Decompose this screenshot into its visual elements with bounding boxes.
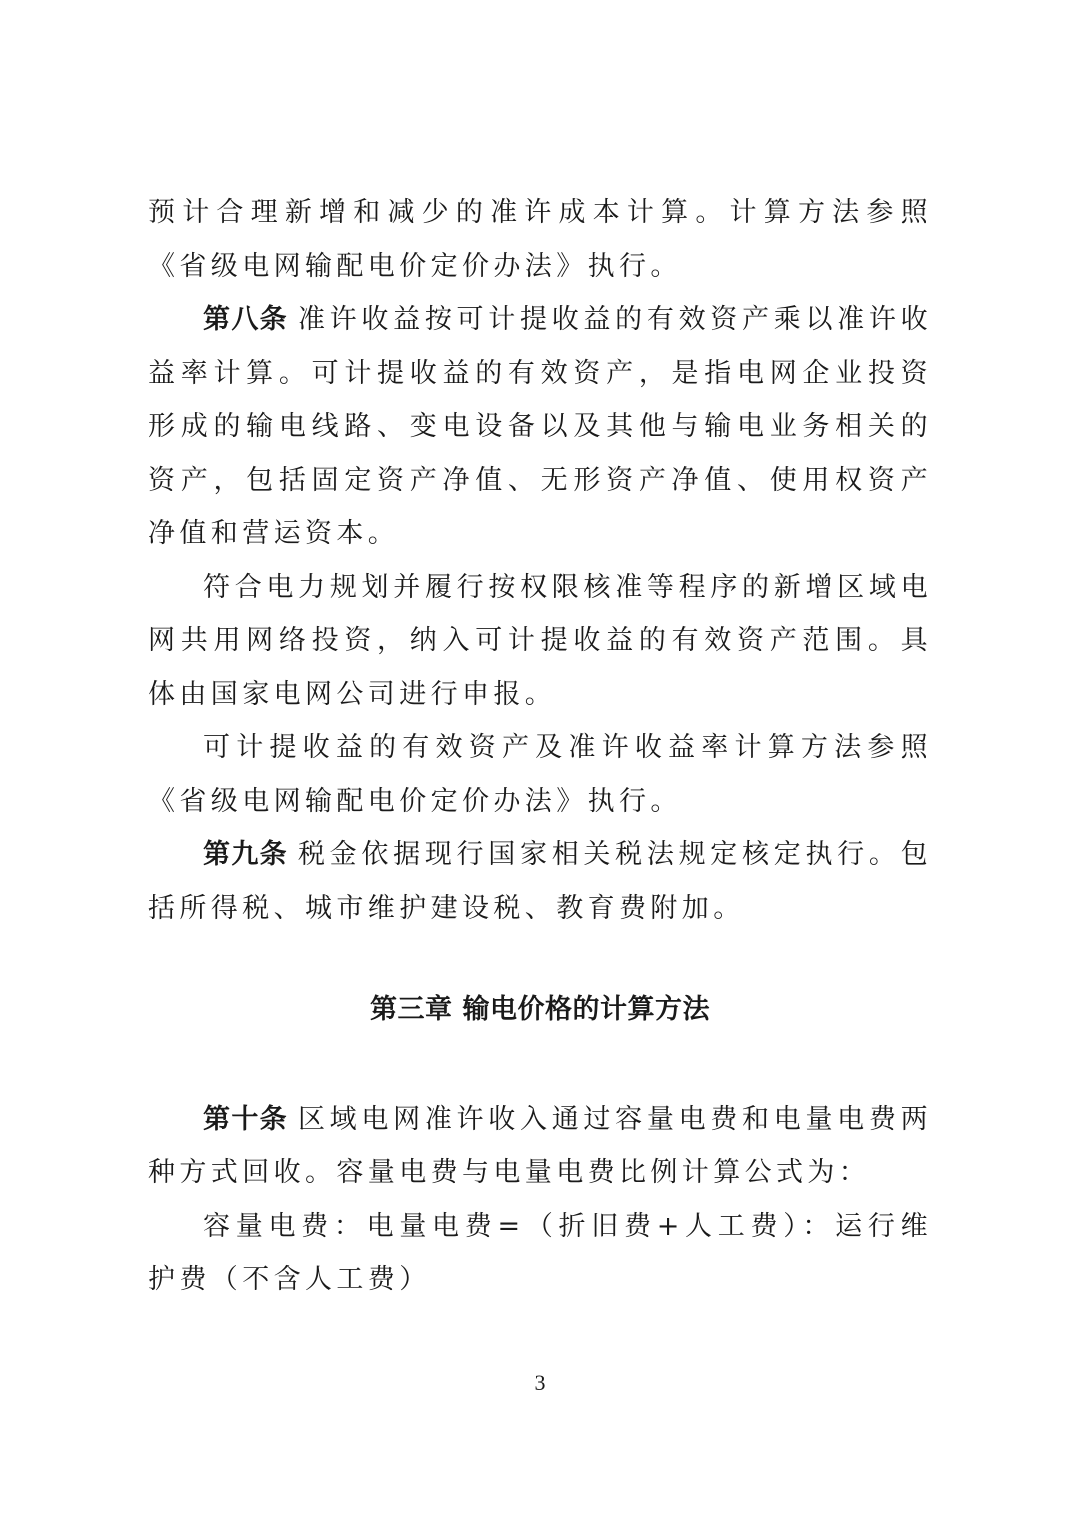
page-number: 3 — [534, 1370, 546, 1395]
paragraph-article-8 — [148, 293, 932, 561]
paragraph-article-10 — [148, 1093, 932, 1200]
article-number: 第九条 — [203, 839, 288, 870]
paragraph-text: 区域电网准许收入通过容量电费和电量电费两种方式回收。容量电费与电量电费比例计算公式为： — [148, 1103, 933, 1188]
paragraph-text: 可计提收益的有效资产及准许收益率计算方法参照《省级电网输配电价定价办法》执行。 — [148, 732, 932, 817]
paragraph-formula — [148, 1200, 932, 1307]
paragraph-cost-calculation — [148, 186, 932, 293]
document-body — [148, 186, 932, 1307]
chapter-title: 第三章 输电价格的计算方法 — [370, 994, 710, 1025]
paragraph-article-9 — [148, 828, 932, 935]
paragraph-text: 准许收益按可计提收益的有效资产乘以准许收益率计算。可计提收益的有效资产，是指电网企业投资形成的输电线路、变电设备以及其他与输电业务相关的资产，包括固定资产净值、无形资产净值、使用权资产净值和营运资本。 — [148, 304, 933, 549]
paragraph-text: 税金依据现行国家相关税法规定核定执行。包括所得税、城市维护建设税、教育费附加。 — [148, 839, 933, 924]
paragraph-return-rate-method — [148, 721, 932, 828]
article-number: 第十条 — [203, 1103, 288, 1135]
paragraph-text: 预计合理新增和减少的准许成本计算。计算方法参照《省级电网输配电价定价办法》执行。 — [148, 197, 932, 282]
paragraph-new-investment — [148, 561, 932, 722]
paragraph-text: 符合电力规划并履行按权限核准等程序的新增区域电网共用网络投资，纳入可计提收益的有效资产范围。具体由国家电网公司进行申报。 — [148, 571, 932, 710]
article-number: 第八条 — [203, 304, 288, 335]
paragraph-text: 容量电费：电量电费=（折旧费+人工费）：运行维护费（不含人工费） — [148, 1210, 932, 1295]
